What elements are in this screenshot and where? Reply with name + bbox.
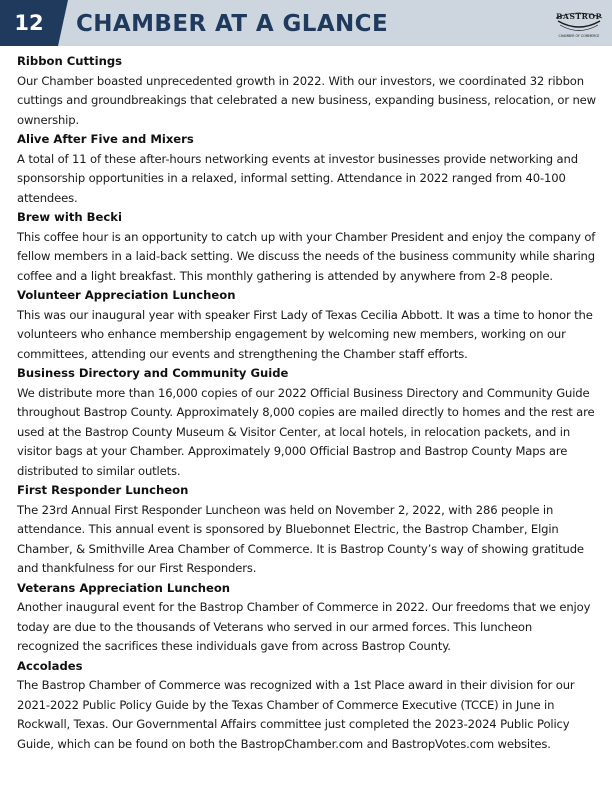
section-body: This was our inaugural year with speaker First Lady of Texas Cecilia Abbott. It was a time to honor the volunteers who enhance membership engagement by welcoming new members, working on our committees, attending our events and strengthening the Chamber staff efforts. <box>17 307 593 361</box>
section-veterans-luncheon <box>17 579 596 657</box>
section-body: This coffee hour is an opportunity to catch up with your Chamber President and enjoy the company of fellow members in a laid-back setting. We discuss the needs of the business community while sharing coffee and a light breakfast. This monthly gathering is attended by anywhere from 2-8 people. <box>17 229 596 283</box>
section-title: Business Directory and Community Guide <box>17 366 289 380</box>
section-alive-after-five <box>17 130 596 208</box>
section-title: Accolades <box>17 658 83 673</box>
section-body: Our Chamber boasted unprecedented growth in 2022. With our investors, we coordinated 32 ribbon cuttings and groundbreakings that celebrated a new business, expanding business, relocation, or new ownership. <box>17 73 596 127</box>
svg-text:CHAMBER OF COMMERCE: CHAMBER OF COMMERCE <box>558 34 600 38</box>
section-accolades <box>17 657 596 755</box>
svg-text:BASTROP: BASTROP <box>556 12 602 21</box>
section-body: A total of 11 of these after-hours networking events at investor businesses provide networking and sponsorship opportunities in a relaxed, informal setting. Attendance in 2022 ranged from 40-100 attendees. <box>17 151 578 205</box>
section-brew-with-becki <box>17 208 596 286</box>
section-body: The 23rd Annual First Responder Luncheon was held on November 2, 2022, with 286 people in attendance. This annual event is sponsored by Bluebonnet Electric, the Bastrop Chamber, Elgin Chamber, & Smithville Area Chamber of Commerce. It is Bastrop County’s way of showing gratitude and thankfulness for our First Responders. <box>17 502 584 575</box>
section-title: Ribbon Cuttings <box>17 54 123 68</box>
page-number: 12 <box>0 0 58 46</box>
logo-mark-icon <box>552 6 606 40</box>
section-business-directory <box>17 364 596 481</box>
section-first-responder-luncheon <box>17 481 596 579</box>
page-title: CHAMBER AT A GLANCE <box>76 11 389 37</box>
page-content <box>0 46 612 754</box>
section-title: Brew with Becki <box>17 210 122 224</box>
section-body: Another inaugural event for the Bastrop Chamber of Commerce in 2022. Our freedoms that we enjoy today are due to the thousands of Veterans who served in our armed forces. This luncheon recognized the sacrifices these individuals gave from across Bastrop County. <box>17 600 591 653</box>
bastrop-chamber-logo <box>552 6 606 40</box>
section-title: Volunteer Appreciation Luncheon <box>17 288 236 302</box>
section-ribbon-cuttings <box>17 52 596 130</box>
section-title: Alive After Five and Mixers <box>17 132 194 146</box>
section-title: Veterans Appreciation Luncheon <box>17 580 231 595</box>
section-volunteer-luncheon <box>17 286 596 364</box>
section-body: We distribute more than 16,000 copies of our 2022 Official Business Directory and Community Guide throughout Bastrop County. Approximately 8,000 copies are mailed directly to homes and the rest are used at the Bastrop County Museum & Visitor Center, at local hotels, in relocation packets, and in visitor bags at your Chamber. Approximately 9,000 Official Bastrop and Bastrop County Maps are distributed to similar outlets. <box>17 385 595 478</box>
section-body: The Bastrop Chamber of Commerce was recognized with a 1st Place award in their division for our 2021-2022 Public Policy Guide by the Texas Chamber of Commerce Executive (TCCE) in June in Rockwall, Texas. Our Governmental Affairs committee just completed the 2023-2024 Public Policy Guide, which can be found on both the BastropChamber.com and BastropVotes.com websites. <box>17 678 575 751</box>
section-title: First Responder Luncheon <box>17 483 189 497</box>
page-header <box>0 0 612 46</box>
